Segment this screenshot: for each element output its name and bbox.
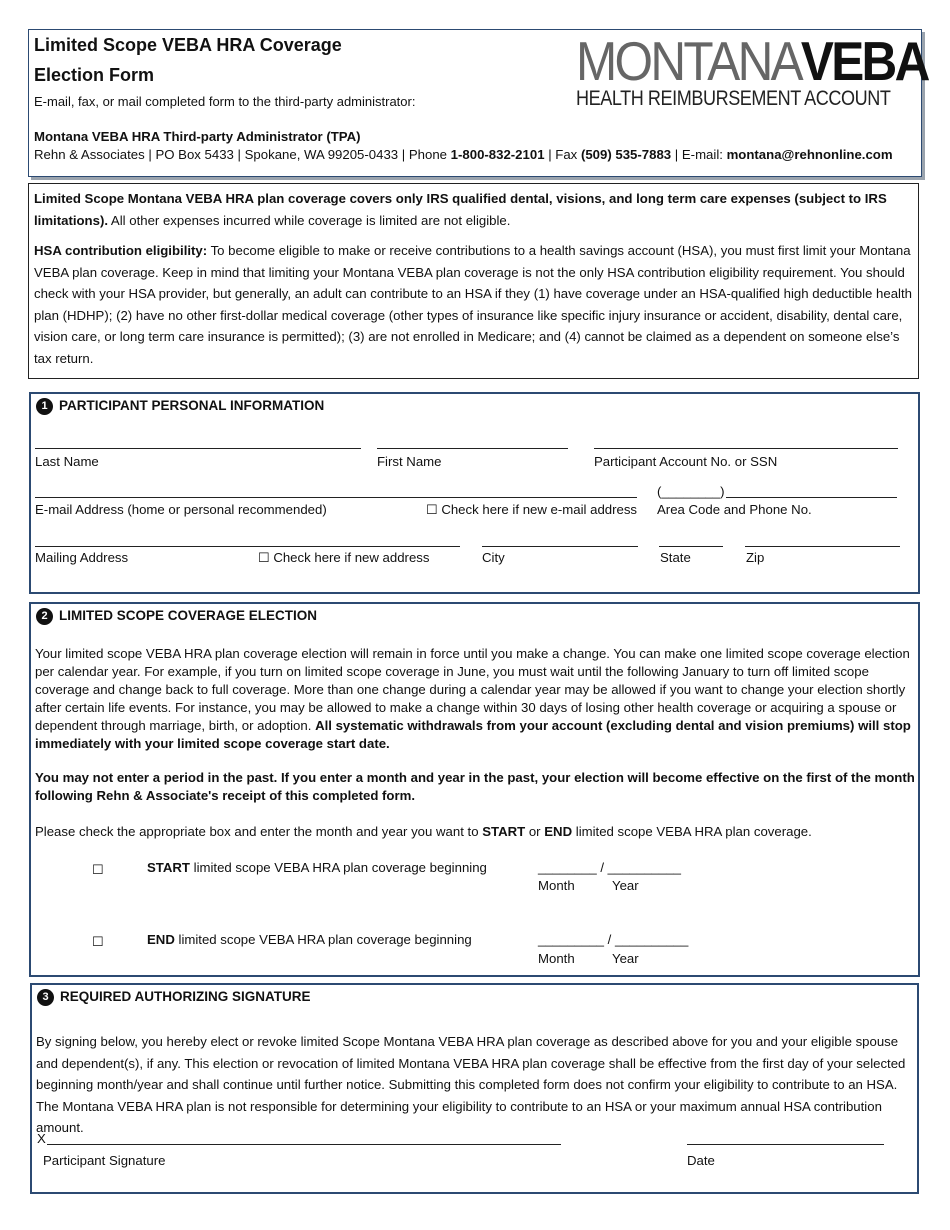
instruction-part-a: Please check the appropriate box and enter the month and year you want to [35,824,483,839]
tpa-email: montana@rehnonline.com [726,147,893,162]
phone-label: Area Code and Phone No. [657,502,812,517]
account-number-field[interactable] [594,448,898,449]
intro-hsa-rest: To become eligible to make or receive contributions to a health savings account (HSA), you must first limit your Montana VEBA plan coverage. Keep in mind that limiting your Montana VEBA plan coverage is not the only HSA contribution eligibility requirement. You should check with your HSA provider, but generally, an adult can contribute to an HSA if they (1) have coverage under an HSA-qualified high deductible health plan (HDHP); (2) have no other first-dollar medical coverage (other types of insurance like specific injury insurance or accident, disability, dental care, vision care, or long term care insurance is permitted); (3) are not enrolled in Medicare; and (4) cannot be claimed as a dependent on someone else’s tax return. [34,243,912,366]
instruction-part-b: limited scope VEBA HRA plan coverage. [572,824,812,839]
start-coverage-bold: START [147,860,190,875]
last-name-field[interactable] [35,448,361,449]
intro-hsa-bold: HSA contribution eligibility: [34,243,208,258]
zip-label: Zip [746,550,765,565]
start-coverage-checkbox[interactable]: ☐ [92,862,104,877]
date-field[interactable] [687,1144,884,1145]
state-field[interactable] [659,546,723,547]
end-coverage-checkbox[interactable]: ☐ [92,934,104,949]
start-coverage-label [147,860,487,875]
section1-title: PARTICIPANT PERSONAL INFORMATION [59,398,325,413]
instruction-or: or [525,824,545,839]
intro-hsa-paragraph [34,240,916,369]
signature-x-mark: X [37,1131,46,1146]
section2-title: LIMITED SCOPE COVERAGE ELECTION [59,608,318,623]
section2-heading [36,608,317,625]
authorization-paragraph [36,1031,918,1139]
end-month-year-field[interactable]: _________ / __________ [538,932,689,947]
first-name-label: First Name [377,454,442,469]
intro-coverage-rest: All other expenses incurred while coverage is limited are not eligible. [108,212,511,228]
email-field[interactable] [35,497,637,498]
section2-number: 2 [36,608,53,625]
date-label: Date [687,1153,715,1168]
end-coverage-text: limited scope VEBA HRA plan coverage beginning [174,932,472,947]
new-address-label: Check here if new address [273,550,430,565]
section3-title: REQUIRED AUTHORIZING SIGNATURE [60,989,311,1004]
tpa-name: Montana VEBA HRA Third-party Administrator (TPA) [34,129,361,144]
submit-instruction: E-mail, fax, or mail completed form to the third-party administrator: [34,94,416,109]
form-title-line1: Limited Scope VEBA HRA Coverage [34,35,342,55]
start-coverage-text: limited scope VEBA HRA plan coverage beginning [189,860,487,875]
form-title-line2: Election Form [34,65,155,85]
tpa-contact [34,147,893,162]
election-rules-paragraph [35,645,915,753]
new-email-checkbox-group [426,502,637,518]
logo-montana: MONTANA [576,30,801,92]
mailing-address-label: Mailing Address [35,550,129,565]
signature-label: Participant Signature [43,1153,166,1168]
instruction-start: START [482,824,526,839]
check-box-instruction [35,823,915,841]
new-email-checkbox[interactable]: ☐ [426,502,438,517]
start-year-label: Year [612,878,639,893]
start-month-year-field[interactable]: ________ / __________ [538,860,682,875]
past-period-warning [35,769,915,805]
zip-field[interactable] [745,546,900,547]
account-number-label: Participant Account No. or SSN [594,454,778,469]
logo-subtitle: HEALTH REIMBURSEMENT ACCOUNT [576,87,891,110]
section1-heading [36,398,324,415]
authorization-text: By signing below, you hereby elect or revoke limited Scope Montana VEBA HRA plan coverage as described above for you and your eligible spouse and dependent(s), if any. This election or revocation of limited Montana VEBA HRA plan coverage shall be effective from the first day of your selected beginning month/year and shall continue until further notice. Submitting this completed form does not confirm your eligibility to contribute to an HSA. The Montana VEBA HRA plan is not responsible for determining your eligibility to contribute to an HSA or your maximum annual HSA contribution amount. [36,1034,906,1135]
section1-number: 1 [36,398,53,415]
area-code-field[interactable]: (________) [657,484,725,499]
new-address-checkbox-group [258,550,429,566]
new-email-label: Check here if new e-mail address [441,502,638,517]
city-label: City [482,550,505,565]
intro-coverage-bold: Limited Scope Montana VEBA HRA plan coverage covers only IRS qualified dental, visions, and long term care expenses (subject to IRS limitations). [34,191,887,228]
end-coverage-bold: END [147,932,175,947]
start-month-label: Month [538,878,575,893]
signature-field[interactable] [47,1144,561,1145]
election-rules-text: Your limited scope VEBA HRA plan coverage election will remain in force until you make a change. You can make one limited scope coverage election per calendar year. For example, if you turn on limited scope coverage in June, you must wait until the following January to turn off limited scope coverage and change back to full coverage. More than one change during a calendar year may be allowed if you want to change your election shortly after certain life events. For instance, you may be allowed to make a change within 30 days of losing other health coverage or acquiring a spouse or dependent through marriage, birth, or adoption. [35,646,910,733]
tpa-fax-label: | Fax [544,147,581,162]
logo-veba: VEBA [800,30,928,92]
first-name-field[interactable] [377,448,568,449]
tpa-address: Rehn & Associates | PO Box 5433 | Spokane, WA 99205-0433 | Phone [34,147,451,162]
tpa-email-label: | E-mail: [671,147,727,162]
end-month-label: Month [538,951,575,966]
new-address-checkbox[interactable]: ☐ [258,550,270,565]
section1-box [29,392,920,594]
past-period-warning-text: You may not enter a period in the past. If you enter a month and year in the past, your election will become effective on the first of the month following Rehn & Associate's receipt of this completed form. [35,770,915,803]
city-field[interactable] [482,546,638,547]
phone-field[interactable] [726,497,897,498]
intro-coverage-paragraph [34,188,914,231]
instruction-end: END [544,824,573,839]
section3-heading [37,989,311,1006]
state-label: State [660,550,691,565]
last-name-label: Last Name [35,454,99,469]
tpa-fax: (509) 535-7883 [580,147,672,162]
email-label: E-mail Address (home or personal recommended) [35,502,327,517]
end-year-label: Year [612,951,639,966]
montana-veba-logo [576,30,950,109]
tpa-phone: 1-800-832-2101 [450,147,545,162]
mailing-address-field[interactable] [35,546,460,547]
end-coverage-label [147,932,472,947]
section3-number: 3 [37,989,54,1006]
election-rules-bold: All systematic withdrawals from your account (excluding dental and vision premiums) will stop immediately with your limited scope coverage start date. [35,718,911,751]
